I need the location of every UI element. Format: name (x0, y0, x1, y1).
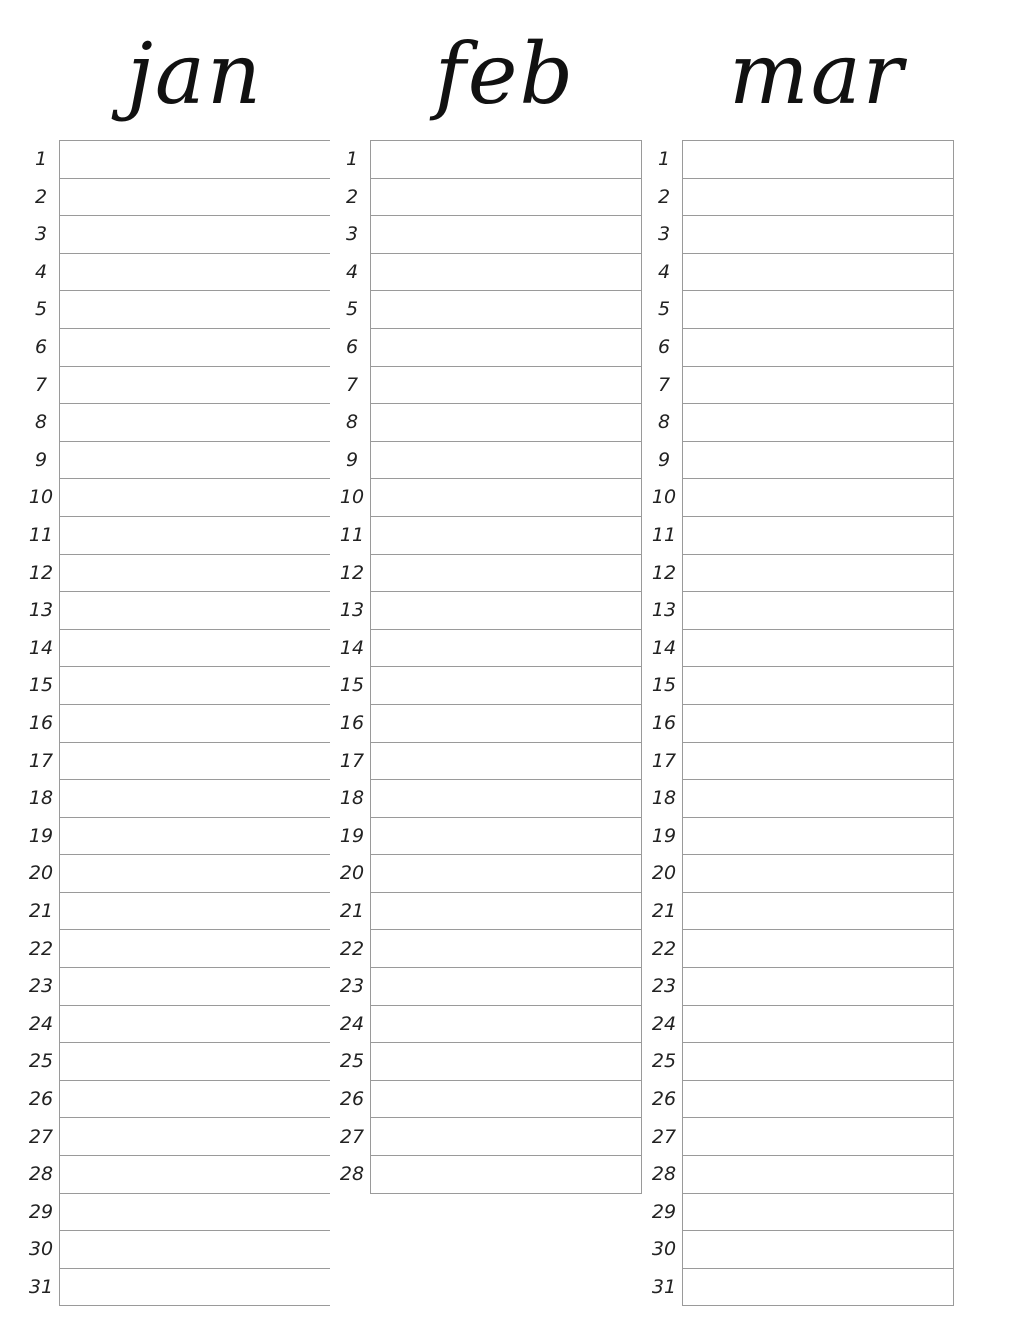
entry-line[interactable] (60, 1231, 330, 1269)
day-number: 2 (34, 185, 48, 208)
day-number: 27 (28, 1125, 54, 1148)
entry-grid-mar (682, 140, 954, 1306)
entry-line[interactable] (60, 630, 330, 668)
day-number: 25 (28, 1050, 54, 1073)
entry-line[interactable] (683, 930, 953, 968)
entry-line[interactable] (371, 517, 641, 555)
day-number: 3 (345, 223, 359, 246)
entry-line[interactable] (60, 404, 330, 442)
day-number: 18 (339, 787, 365, 810)
entry-line[interactable] (683, 1118, 953, 1156)
day-number: 5 (657, 298, 671, 321)
entry-line[interactable] (60, 855, 330, 893)
entry-line[interactable] (371, 818, 641, 856)
day-number: 30 (28, 1238, 54, 1261)
day-number: 13 (651, 599, 677, 622)
entry-line[interactable] (371, 1006, 641, 1044)
entry-line[interactable] (683, 1006, 953, 1044)
day-number: 17 (339, 749, 365, 772)
entry-line[interactable] (683, 592, 953, 630)
entry-line[interactable] (371, 780, 641, 818)
entry-line[interactable] (60, 1043, 330, 1081)
day-number: 3 (34, 223, 48, 246)
day-number: 22 (28, 937, 54, 960)
day-number: 4 (34, 260, 48, 283)
day-number: 22 (651, 937, 677, 960)
day-number: 12 (339, 561, 365, 584)
day-number: 7 (657, 373, 671, 396)
month-title-jan: jan (126, 25, 264, 123)
entry-line[interactable] (683, 630, 953, 668)
entry-line[interactable] (371, 479, 641, 517)
entry-line[interactable] (371, 442, 641, 480)
entry-line[interactable] (683, 141, 953, 179)
entry-line[interactable] (371, 404, 641, 442)
day-number: 23 (28, 975, 54, 998)
day-number: 29 (28, 1200, 54, 1223)
entry-line[interactable] (60, 968, 330, 1006)
day-number: 28 (651, 1163, 677, 1186)
day-number: 31 (651, 1276, 677, 1298)
day-number: 25 (339, 1050, 365, 1073)
entry-line[interactable] (60, 1118, 330, 1156)
day-number: 8 (34, 411, 48, 434)
entry-line[interactable] (683, 555, 953, 593)
day-number: 11 (28, 524, 54, 546)
day-number: 20 (339, 862, 365, 885)
entry-line[interactable] (371, 592, 641, 630)
entry-line[interactable] (683, 254, 953, 292)
day-number: 28 (28, 1163, 54, 1186)
day-number: 10 (28, 486, 54, 509)
entry-line[interactable] (371, 216, 641, 254)
entry-line[interactable] (683, 780, 953, 818)
entry-line[interactable] (60, 479, 330, 517)
entry-line[interactable] (371, 141, 641, 179)
day-number: 1 (657, 148, 671, 170)
day-number: 11 (339, 524, 365, 546)
entry-line[interactable] (683, 442, 953, 480)
entry-line[interactable] (371, 1081, 641, 1119)
day-number: 5 (34, 298, 48, 321)
entry-line[interactable] (60, 517, 330, 555)
day-number: 6 (657, 336, 671, 358)
day-number: 3 (657, 223, 671, 246)
entry-line[interactable] (683, 893, 953, 931)
entry-line[interactable] (371, 667, 641, 705)
day-number: 7 (34, 373, 48, 396)
day-number: 16 (28, 712, 54, 734)
month-title-mar: mar (729, 25, 905, 123)
day-number: 21 (28, 900, 54, 922)
entry-line[interactable] (371, 855, 641, 893)
entry-line[interactable] (60, 743, 330, 781)
entry-line[interactable] (60, 329, 330, 367)
entry-line[interactable] (60, 1269, 330, 1307)
day-number: 30 (651, 1238, 677, 1261)
day-number: 18 (28, 787, 54, 810)
entry-line[interactable] (371, 1043, 641, 1081)
entry-line[interactable] (371, 555, 641, 593)
entry-line[interactable] (60, 555, 330, 593)
day-number: 14 (339, 636, 365, 659)
entry-line[interactable] (683, 1269, 953, 1307)
entry-line[interactable] (60, 291, 330, 329)
entry-line[interactable] (683, 517, 953, 555)
day-number: 24 (651, 1012, 677, 1035)
day-number: 27 (339, 1125, 365, 1148)
entry-line[interactable] (60, 930, 330, 968)
entry-line[interactable] (60, 179, 330, 217)
day-number: 15 (28, 674, 54, 697)
day-number: 26 (651, 1088, 677, 1110)
day-number: 31 (28, 1276, 54, 1298)
day-number: 8 (657, 411, 671, 434)
day-number: 6 (345, 336, 359, 358)
entry-line[interactable] (371, 930, 641, 968)
entry-line[interactable] (683, 818, 953, 856)
entry-line[interactable] (60, 705, 330, 743)
day-number: 9 (345, 448, 359, 471)
day-number: 19 (651, 824, 677, 847)
day-number: 26 (28, 1088, 54, 1110)
entry-line[interactable] (371, 743, 641, 781)
day-number: 1 (345, 148, 359, 170)
entry-grid-feb (370, 140, 642, 1194)
day-number: 22 (339, 937, 365, 960)
day-number: 10 (651, 486, 677, 509)
day-number: 23 (339, 975, 365, 998)
day-number: 24 (28, 1012, 54, 1035)
day-number: 18 (651, 787, 677, 810)
day-number: 20 (28, 862, 54, 885)
day-number: 2 (657, 185, 671, 208)
entry-line[interactable] (60, 893, 330, 931)
entry-line[interactable] (683, 404, 953, 442)
entry-line[interactable] (371, 1118, 641, 1156)
day-number: 23 (651, 975, 677, 998)
day-number: 13 (339, 599, 365, 622)
day-number: 5 (345, 298, 359, 321)
day-number: 17 (28, 749, 54, 772)
entry-line[interactable] (683, 1043, 953, 1081)
day-number: 29 (651, 1200, 677, 1223)
entry-line[interactable] (371, 367, 641, 405)
entry-line[interactable] (683, 705, 953, 743)
entry-line[interactable] (683, 1081, 953, 1119)
entry-line[interactable] (60, 1156, 330, 1194)
day-number: 12 (651, 561, 677, 584)
entry-line[interactable] (371, 705, 641, 743)
entry-line[interactable] (60, 254, 330, 292)
day-number: 7 (345, 373, 359, 396)
entry-line[interactable] (60, 818, 330, 856)
day-number: 14 (651, 636, 677, 659)
entry-line[interactable] (371, 329, 641, 367)
entry-line[interactable] (60, 141, 330, 179)
day-number: 28 (339, 1163, 365, 1186)
day-number: 19 (339, 824, 365, 847)
entry-line[interactable] (683, 1156, 953, 1194)
entry-line[interactable] (371, 968, 641, 1006)
entry-line[interactable] (683, 479, 953, 517)
entry-line[interactable] (371, 630, 641, 668)
entry-line[interactable] (683, 743, 953, 781)
entry-line[interactable] (683, 968, 953, 1006)
entry-line[interactable] (371, 179, 641, 217)
entry-line[interactable] (683, 329, 953, 367)
entry-line[interactable] (60, 780, 330, 818)
day-number: 27 (651, 1125, 677, 1148)
day-number: 4 (657, 260, 671, 283)
day-number: 2 (345, 185, 359, 208)
entry-line[interactable] (683, 216, 953, 254)
month-title-feb: feb (434, 25, 576, 123)
entry-line[interactable] (371, 291, 641, 329)
day-number: 6 (34, 336, 48, 358)
day-number: 25 (651, 1050, 677, 1073)
entry-line[interactable] (683, 1194, 953, 1232)
entry-line[interactable] (683, 855, 953, 893)
entry-line[interactable] (371, 254, 641, 292)
day-number: 1 (34, 148, 48, 170)
entry-line[interactable] (60, 442, 330, 480)
entry-line[interactable] (683, 291, 953, 329)
entry-line[interactable] (683, 179, 953, 217)
entry-line[interactable] (60, 1081, 330, 1119)
entry-line[interactable] (60, 367, 330, 405)
day-number: 20 (651, 862, 677, 885)
day-number: 15 (651, 674, 677, 697)
day-number: 26 (339, 1088, 365, 1110)
day-number: 10 (339, 486, 365, 509)
entry-line[interactable] (60, 1006, 330, 1044)
entry-line[interactable] (683, 1231, 953, 1269)
entry-line[interactable] (60, 216, 330, 254)
day-number: 13 (28, 599, 54, 622)
day-number: 19 (28, 824, 54, 847)
day-number: 16 (651, 712, 677, 734)
day-number: 12 (28, 561, 54, 584)
day-number: 21 (339, 900, 365, 922)
entry-line[interactable] (60, 592, 330, 630)
entry-line[interactable] (371, 1156, 641, 1194)
entry-grid-jan (59, 140, 330, 1306)
entry-line[interactable] (371, 893, 641, 931)
day-number: 8 (345, 411, 359, 434)
day-number: 15 (339, 674, 365, 697)
day-number: 9 (34, 448, 48, 471)
entry-line[interactable] (683, 367, 953, 405)
entry-line[interactable] (60, 667, 330, 705)
day-number: 4 (345, 260, 359, 283)
entry-line[interactable] (683, 667, 953, 705)
day-number: 21 (651, 900, 677, 922)
entry-line[interactable] (60, 1194, 330, 1232)
day-number: 17 (651, 749, 677, 772)
day-number: 14 (28, 636, 54, 659)
day-number: 24 (339, 1012, 365, 1035)
day-number: 11 (651, 524, 677, 546)
day-number: 9 (657, 448, 671, 471)
day-number: 16 (339, 712, 365, 734)
